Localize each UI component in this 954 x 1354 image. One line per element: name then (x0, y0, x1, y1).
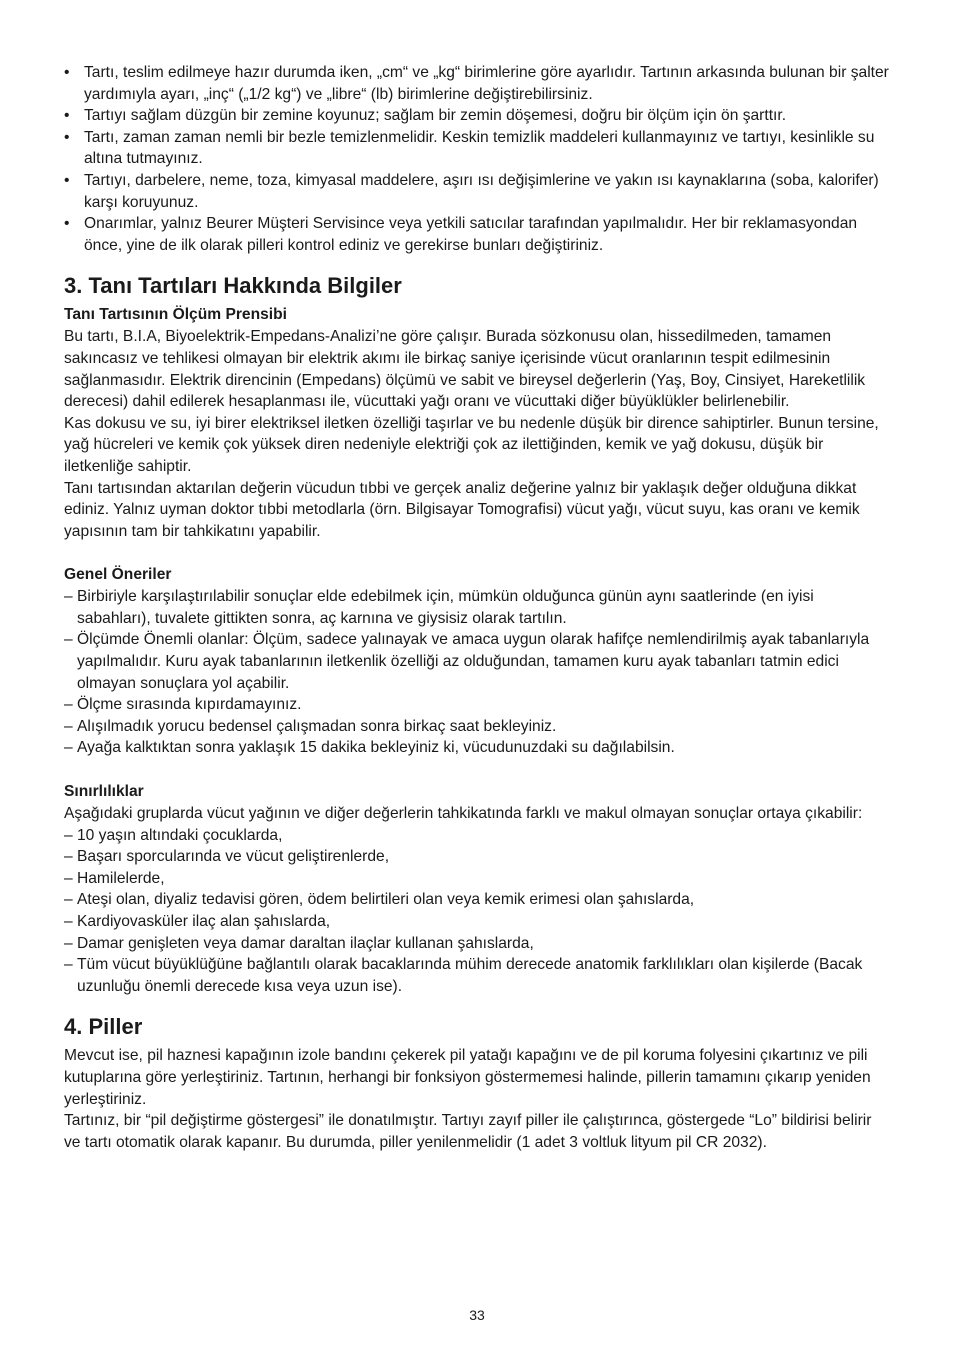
list-item: – Ateşi olan, diyaliz tedavisi gören, ödem belirtileri olan veya kemik erimesi olan şahıslarda, (64, 889, 890, 911)
paragraph: Kas dokusu ve su, iyi birer elektriksel iletken özelliği taşırlar ve bu nedenle düşük bir dirence sahiptirler. Bunun tersine, yağ hücreleri ve kemik çok yüksek diren nedeniyle elektriği çok az ilettiğinden, kemik ve yağ dokusu, düşük bir iletkenliğe sahiptir. (64, 414, 879, 475)
limitations-list (64, 825, 890, 998)
section-4-heading: 4. Piller (64, 1014, 143, 1040)
paragraph: Mevcut ise, pil haznesi kapağının izole bandını çekerek pil yatağı kapağını ve de pil koruma folyesini çıkartınız ve pili kutuplarına göre yerleştiriniz. Tartının, herhangi bir fonksiyon göstermemesi halinde, pillerin tamamını çıkarıp yeniden yerleştiriniz. (64, 1047, 871, 1108)
list-item: – Ayağa kalktıktan sonra yaklaşık 15 dakika bekleyiniz ki, vücudunuzdaki su dağılabilsin. (64, 737, 890, 759)
list-item: – Ölçme sırasında kıpırdamayınız. (64, 694, 890, 716)
paragraph: Tartınız, bir “pil değiştirme göstergesi” ile donatılmıştır. Tartıyı zayıf piller ile çalıştırınca, göstergede “Lo” bildirisi belirir ve tartı otomatik olarak kapanır. Bu durumda, piller yenilenmelidir (1 adet 3 voltluk lityum pil CR 2032). (64, 1112, 872, 1151)
page-content (64, 62, 890, 1153)
list-item: • Tartıyı, darbelere, neme, toza, kimyasal maddelere, aşırı ısı değişimlerine ve yakın ısı kaynaklarına (soba, kalorifer) karşı koruyunuz. (64, 170, 890, 213)
measurement-principle-heading: Tanı Tartısının Ölçüm Prensibi (64, 306, 287, 324)
list-item: – Başarı sporcularında ve vücut geliştirenlerde, (64, 846, 890, 868)
list-item: • Tartı, zaman zaman nemli bir bezle temizlenmelidir. Keskin temizlik maddeleri kullanmayınız ve tartıyı, kesinlikle su altına tutmayınız. (64, 127, 890, 170)
limitations-heading: Sınırlılıklar (64, 783, 144, 801)
list-item: – Ölçümde Önemli olanlar: Ölçüm, sadece yalınayak ve amaca uygun olarak hafifçe nemlendirilmiş ayak tabanlarıyla yapılmalıdır. Kuru ayak tabanlarının iletkenlik özelliği az olduğundan, tamamen kuru ayak tabanları tatmin edici olmayan sonuçlara yol açabilir. (64, 629, 890, 694)
paragraph: Tanı tartısından aktarılan değerin vücudun tıbbi ve gerçek analiz değerine yalnız bir yaklaşık değer olduğuna dikkat ediniz. Yalnız uyman doktor tıbbi metodlarla (örn. Bilgisayar Tomografisi) vücut yağı, vücut suyu, kas oranı ve kemik yapısının tam bir tahkikatını yapabilir. (64, 479, 860, 540)
page-number: 33 (469, 1307, 485, 1323)
list-item: – Damar genişleten veya damar daraltan ilaçlar kullanan şahıslarda, (64, 933, 890, 955)
paragraph: Bu tartı, B.I.A, Biyoelektrik-Empedans-Analizi’ne göre çalışır. Burada sözkonusu olan, hissedilmeden, tamamen sakıncasız ve tehlikesi olmayan bir elektrik akımı ile birkaç saniye içerisinde vücut oranlarının tespit edilmesinin sağlanmasıdır. Elektrik direncinin (Empedans) ölçümü ve sabit ve bireysel değerlerin (Yaş, Boy, Cinsiyet, Hareketlilik derecesi) dahil edilerek hesaplanması ile, vücuttaki yağı oranı ve vücuttaki diğer büyüklükler belirlenebilir. (64, 328, 866, 411)
list-item: – Hamilelerde, (64, 868, 890, 890)
list-item: – Kardiyovasküler ilaç alan şahıslarda, (64, 911, 890, 933)
list-item: – 10 yaşın altındaki çocuklarda, (64, 825, 890, 847)
list-item: – Alışılmadık yorucu bedensel çalışmadan sonra birkaç saat bekleyiniz. (64, 716, 890, 738)
list-item: – Tüm vücut büyüklüğüne bağlantılı olarak bacaklarında mühim derecede anatomik farklılıkları olan kişilerde (Bacak uzunluğu önemli derecede kısa veya uzun ise). (64, 954, 890, 997)
list-item: • Tartıyı sağlam düzgün bir zemine koyunuz; sağlam bir zemin döşemesi, doğru bir ölçüm için ön şarttır. (64, 105, 890, 127)
spacer (64, 542, 890, 564)
section-3-heading: 3. Tanı Tartıları Hakkında Bilgiler (64, 273, 402, 299)
limitations-intro: Aşağıdaki gruplarda vücut yağının ve diğer değerlerin tahkikatında farklı ve makul olmayan sonuçlar ortaya çıkabilir: (64, 805, 863, 823)
general-recommendations-list (64, 586, 890, 759)
spacer (64, 759, 890, 781)
list-item: • Onarımlar, yalnız Beurer Müşteri Servisince veya yetkili satıcılar tarafından yapılmalıdır. Her bir reklamasyondan önce, yine de ilk olarak pilleri kontrol ediniz ve gerekirse bunları değiştiriniz. (64, 213, 890, 256)
general-recommendations-heading: Genel Öneriler (64, 566, 172, 584)
list-item: • Tartı, teslim edilmeye hazır durumda iken, „cm“ ve „kg“ birimlerine göre ayarlıdır. Tartının arkasında bulunan bir şalter yardımıyla ayarı, „inç“ („1/2 kg“) ve „libre“ (lb) birimlerine değiştirebilirsiniz. (64, 62, 890, 105)
intro-bullet-list (64, 62, 890, 256)
list-item: – Birbiriyle karşılaştırılabilir sonuçlar elde edebilmek için, mümkün olduğunca günün aynı saatlerinde (en iyisi sabahları), tuvalete gittikten sonra, aç karnına ve giysisiz olarak tartılın. (64, 586, 890, 629)
